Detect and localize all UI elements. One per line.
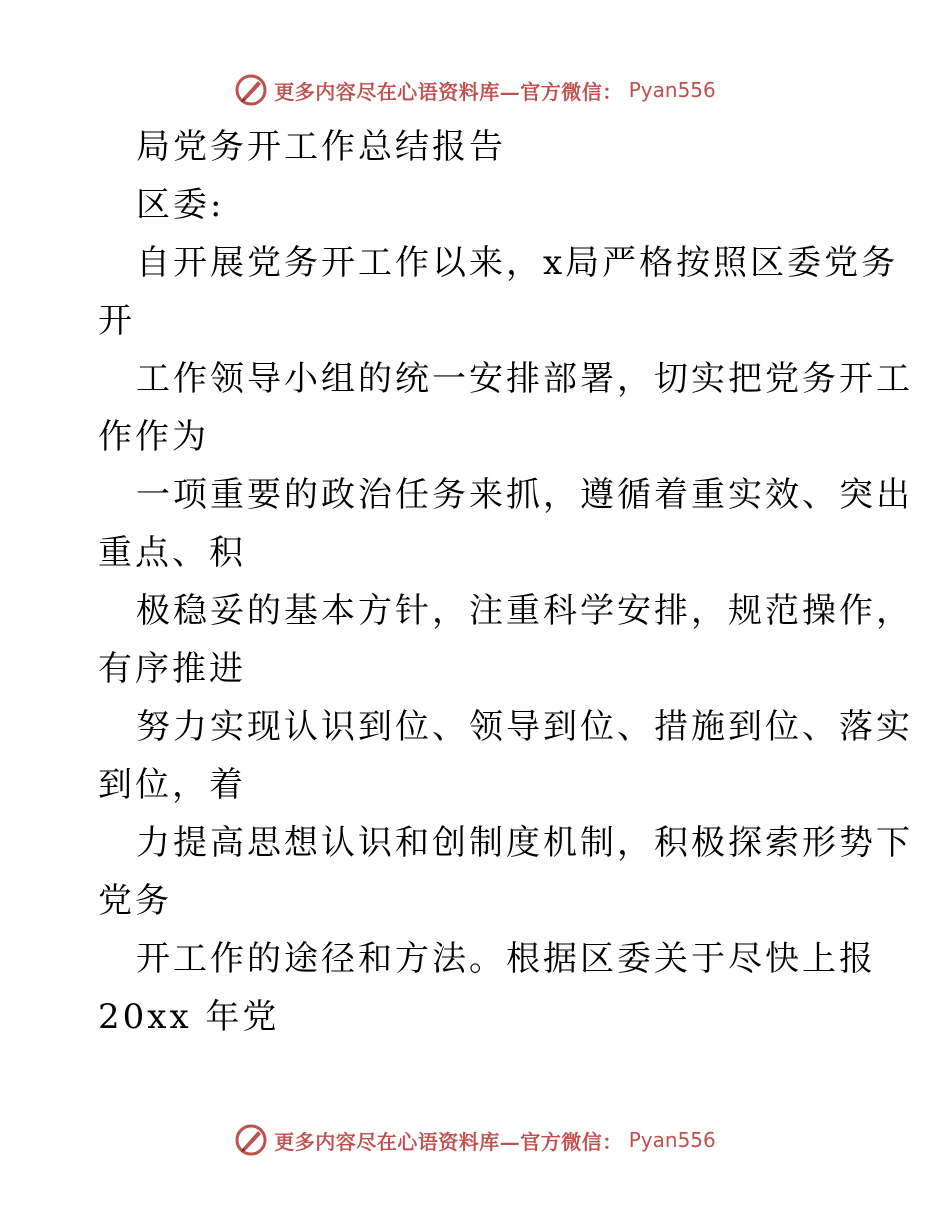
paragraph-line-wrap: 20xx 年党	[98, 997, 280, 1037]
paragraph-line-wrap: 重点、积	[98, 533, 246, 573]
paragraph-line: 努力实现认识到位、领导到位、措施到位、落实	[136, 707, 913, 747]
paragraph-line-wrap: 作作为	[98, 417, 209, 457]
paragraph-line: 力提高思想认识和创制度机制，积极探索形势下	[136, 823, 913, 863]
document-body	[98, 118, 913, 1046]
salutation: 区委:	[136, 185, 225, 225]
banner-wechat-id: Pyan556	[628, 78, 716, 102]
paragraph-line: 工作领导小组的统一安排部署，切实把党务开工	[136, 359, 913, 399]
paragraph-line-wrap: 党务	[98, 881, 172, 921]
quill-pen-logo-icon	[234, 73, 268, 107]
document-title: 局党务开工作总结报告	[136, 127, 506, 167]
paragraph-line-wrap: 到位，着	[98, 765, 246, 805]
banner-wechat-id: Pyan556	[628, 1128, 716, 1152]
paragraph-line: 开工作的途径和方法。根据区委关于尽快上报	[136, 939, 876, 979]
banner-text: 更多内容尽在心语资料库—官方微信：	[274, 1129, 623, 1154]
footer-banner	[0, 1120, 950, 1160]
paragraph-line-wrap: 有序推进	[98, 649, 246, 689]
paragraph-line: 自开展党务开工作以来，x局严格按照区委党务	[136, 243, 899, 283]
banner-text: 更多内容尽在心语资料库—官方微信：	[274, 79, 623, 104]
paragraph-line: 一项重要的政治任务来抓，遵循着重实效、突出	[136, 475, 913, 515]
header-banner	[0, 70, 950, 110]
paragraph-line-wrap: 开	[98, 301, 135, 341]
quill-pen-logo-icon	[234, 1123, 268, 1157]
paragraph-line: 极稳妥的基本方针，注重科学安排，规范操作，	[136, 591, 913, 631]
